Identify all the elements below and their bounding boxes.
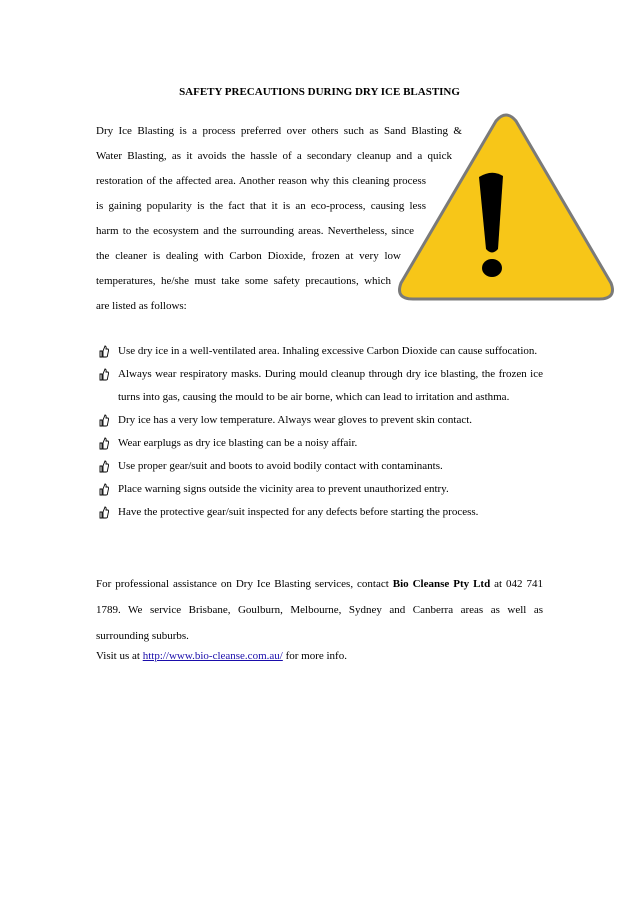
bullet-text: Wear earplugs as dry ice blasting can be a noisy affair.	[118, 437, 358, 449]
intro-line: is gaining popularity is the fact that it is an eco-process, causing less	[96, 200, 426, 212]
contact-prefix: For professional assistance on Dry Ice Blasting services, contact	[96, 578, 393, 590]
warning-exclamation-icon	[395, 111, 617, 303]
bullet-text: Use proper gear/suit and boots to avoid bodily contact with contaminants.	[118, 460, 443, 472]
thumbs-up-icon	[99, 483, 109, 496]
list-item	[96, 340, 543, 363]
contact-line	[96, 571, 543, 597]
bullet-text: Have the protective gear/suit inspected for any defects before starting the process.	[118, 506, 479, 518]
bullet-text: Use dry ice in a well-ventilated area. Inhaling excessive Carbon Dioxide can cause suffocation.	[118, 345, 538, 357]
intro-line: restoration of the affected area. Another reason why this cleaning process	[96, 175, 426, 187]
contact-line: 1789. We service Brisbane, Goulburn, Melbourne, Sydney and Canberra areas as well as	[96, 604, 543, 616]
contact-paragraph	[96, 571, 543, 649]
thumbs-up-icon	[99, 368, 109, 381]
website-link[interactable]: http://www.bio-cleanse.com.au/	[142, 650, 283, 662]
thumbs-up-icon	[99, 460, 109, 473]
intro-line: temperatures, he/she must take some safety precautions, which	[96, 275, 391, 287]
list-item	[96, 363, 543, 409]
list-item	[96, 409, 543, 432]
thumbs-up-icon	[99, 345, 109, 358]
bullet-text: Dry ice has a very low temperature. Always wear gloves to prevent skin contact.	[118, 414, 473, 426]
thumbs-up-icon	[99, 506, 109, 519]
list-item	[96, 432, 543, 455]
thumbs-up-icon	[99, 437, 109, 450]
thumbs-up-icon	[99, 414, 109, 427]
page-title: SAFETY PRECAUTIONS DURING DRY ICE BLASTING	[179, 86, 460, 98]
visit-suffix: for more info.	[282, 650, 347, 662]
intro-line: Water Blasting, as it avoids the hassle of a secondary cleanup and a quick	[96, 150, 452, 162]
visit-line	[96, 646, 347, 666]
bullet-text: Always wear respiratory masks. During mould cleanup through dry ice blasting, the frozen ice turns into gas, causing the mould to be air borne, which can lead to irritation and asthma.	[118, 368, 543, 403]
company-name: Bio Cleanse Pty Ltd	[392, 578, 491, 590]
visit-prefix: Visit us at	[96, 650, 143, 662]
list-item	[96, 501, 543, 524]
list-item	[96, 478, 543, 501]
intro-line: harm to the ecosystem and the surrounding areas. Nevertheless, since	[96, 225, 414, 237]
contact-phone-prefix: at 042 741	[490, 578, 543, 590]
intro-line: the cleaner is dealing with Carbon Dioxide, frozen at very low	[96, 250, 401, 262]
contact-line: surrounding suburbs.	[96, 630, 189, 642]
list-item	[96, 455, 543, 478]
intro-line: are listed as follows:	[96, 300, 187, 312]
precautions-list	[96, 340, 543, 524]
intro-line: Dry Ice Blasting is a process preferred over others such as Sand Blasting &	[96, 125, 462, 137]
bullet-text: Place warning signs outside the vicinity area to prevent unauthorized entry.	[118, 483, 449, 495]
